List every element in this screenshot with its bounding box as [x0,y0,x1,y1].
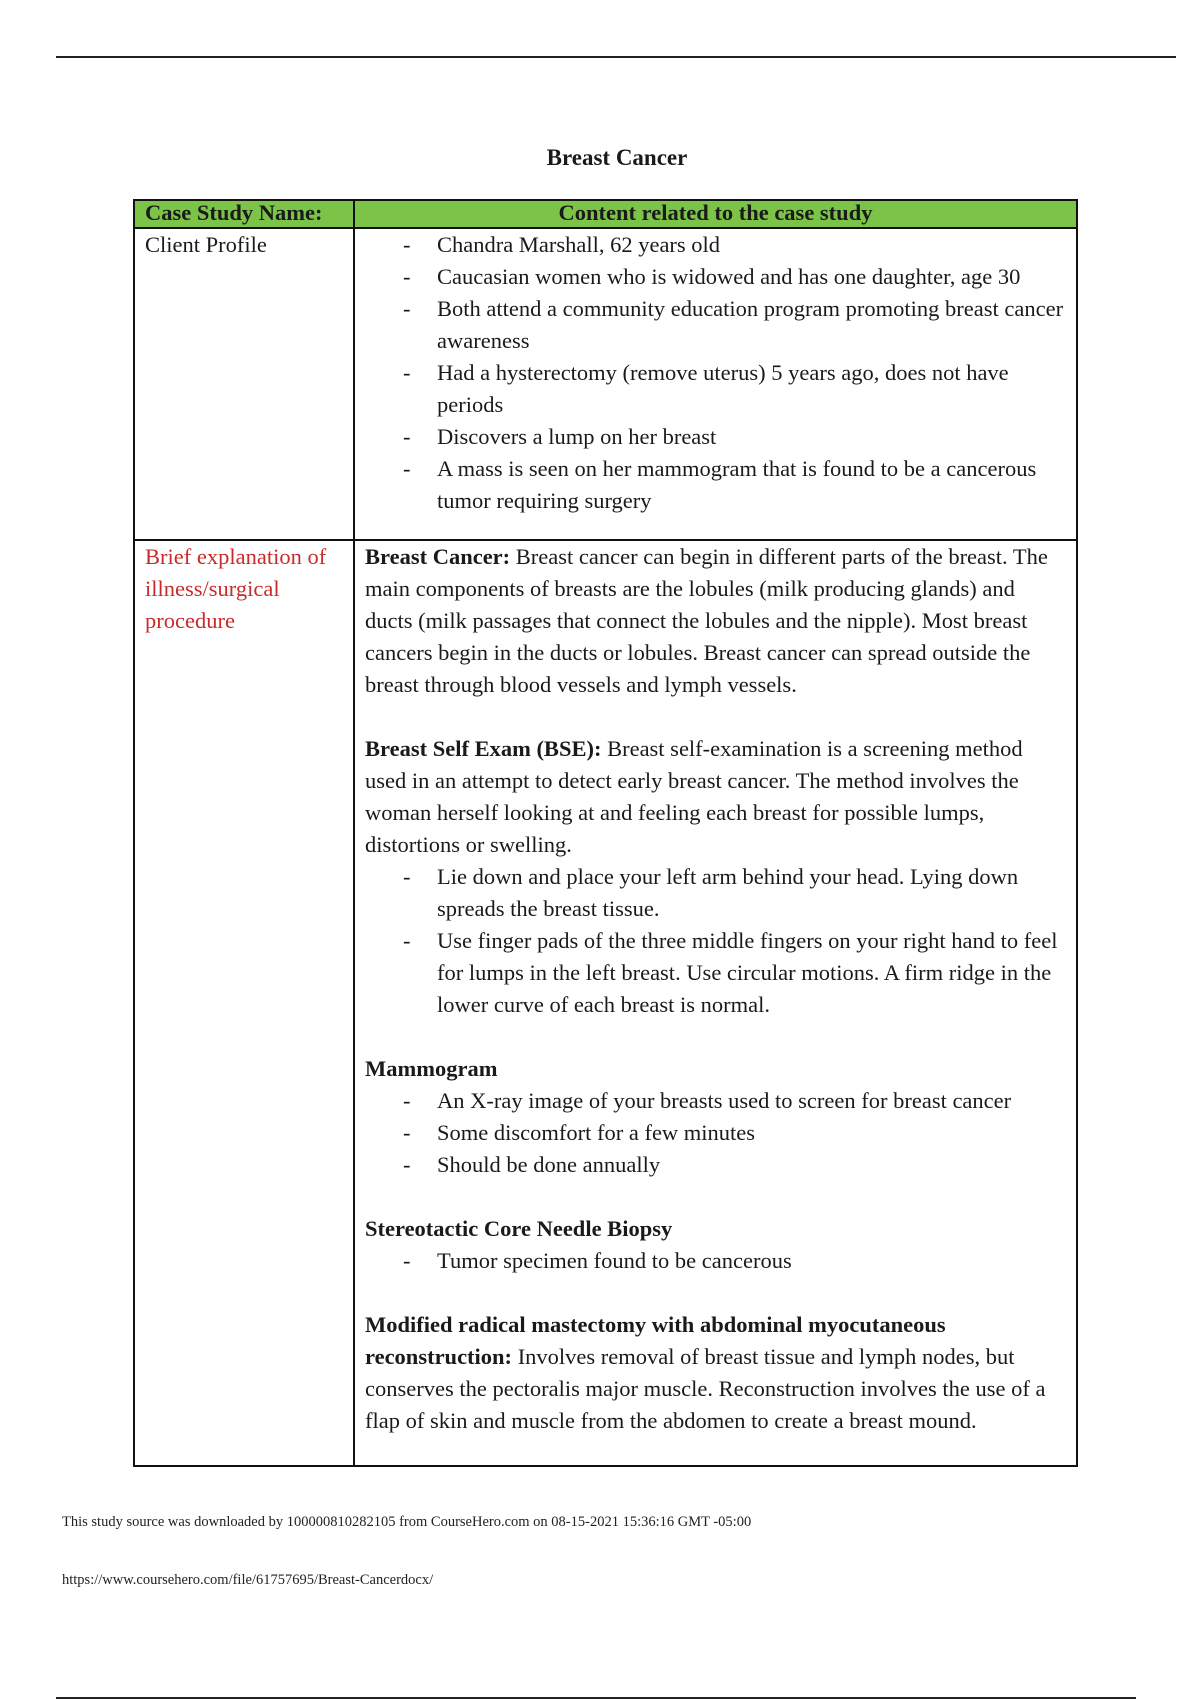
explanation-label: Brief explanation of illness/surgical procedure [134,540,354,1466]
list-item: - Use finger pads of the three middle fingers on your right hand to feel for lumps in the left breast. Use circular motions. A firm ridge in the lower curve of each breast is normal. [403,925,1066,1021]
list-item: - An X-ray image of your breasts used to screen for breast cancer [403,1085,1066,1117]
mammogram-heading: Mammogram [365,1056,498,1081]
mastectomy-heading: Modified radical mastectomy with abdominal myocutaneous reconstruction: [365,1312,946,1369]
header-case-study-name: Case Study Name: [134,200,354,228]
explanation-row [134,540,1077,1466]
bse-text: Breast self-examination is a screening method used in an attempt to detect early breast cancer. The method involves the woman herself looking at and feeling each breast for possible lumps, distortions or swelling. [365,736,1023,857]
list-item: - Caucasian women who is widowed and has one daughter, age 30 [403,261,1066,293]
list-item: - Both attend a community education program promoting breast cancer awareness [403,293,1066,357]
list-item: - Lie down and place your left arm behind your head. Lying down spreads the breast tissue. [403,861,1066,925]
breast-cancer-heading: Breast Cancer: [365,544,511,569]
mammogram-list [365,1085,1066,1181]
list-item: - Some discomfort for a few minutes [403,1117,1066,1149]
list-item: - Had a hysterectomy (remove uterus) 5 years ago, does not have periods [403,357,1066,421]
breast-cancer-text: Breast cancer can begin in different parts of the breast. The main components of breasts are the lobules (milk producing glands) and ducts (milk passages that connect the lobules and the nipple). Most breast cancers begin in the ducts or lobules. Breast cancer can spread outside the breast through blood vessels and lymph vessels. [365,544,1048,697]
list-item: - Discovers a lump on her breast [403,421,1066,453]
document-title: Breast Cancer [546,145,688,170]
explanation-content [354,540,1077,1466]
list-item: - Should be done annually [403,1149,1066,1181]
bse-heading: Breast Self Exam (BSE): [365,736,602,761]
case-study-table [133,199,1078,1467]
download-source-line: This study source was downloaded by 100000810282105 from CourseHero.com on 08-15-2021 15:36:16 GMT -05:00 [62,1514,752,1530]
biopsy-heading: Stereotactic Core Needle Biopsy [365,1216,673,1241]
list-item: - A mass is seen on her mammogram that is found to be a cancerous tumor requiring surgery [403,453,1066,517]
client-profile-row [134,228,1077,540]
top-rule [56,56,1176,58]
biopsy-list [365,1245,1066,1277]
table-header-row [134,200,1077,228]
bse-list [365,861,1066,1021]
mastectomy-text: Involves removal of breast tissue and lymph nodes, but conserves the pectoralis major muscle. Reconstruction involves the use of a flap of skin and muscle from the abdomen to create a breast mound. [365,1344,1046,1433]
bottom-rule [56,1697,1136,1699]
client-profile-list [365,229,1066,517]
source-url[interactable]: https://www.coursehero.com/file/61757695/Breast-Cancerdocx/ [62,1572,434,1588]
mastectomy-section [365,1309,1066,1437]
list-item: - Chandra Marshall, 62 years old [403,229,1066,261]
client-profile-label: Client Profile [134,228,354,540]
client-profile-content [354,228,1077,540]
breast-cancer-section [365,541,1066,701]
header-content: Content related to the case study [354,200,1077,228]
bse-section [365,733,1066,861]
list-item: - Tumor specimen found to be cancerous [403,1245,1066,1277]
